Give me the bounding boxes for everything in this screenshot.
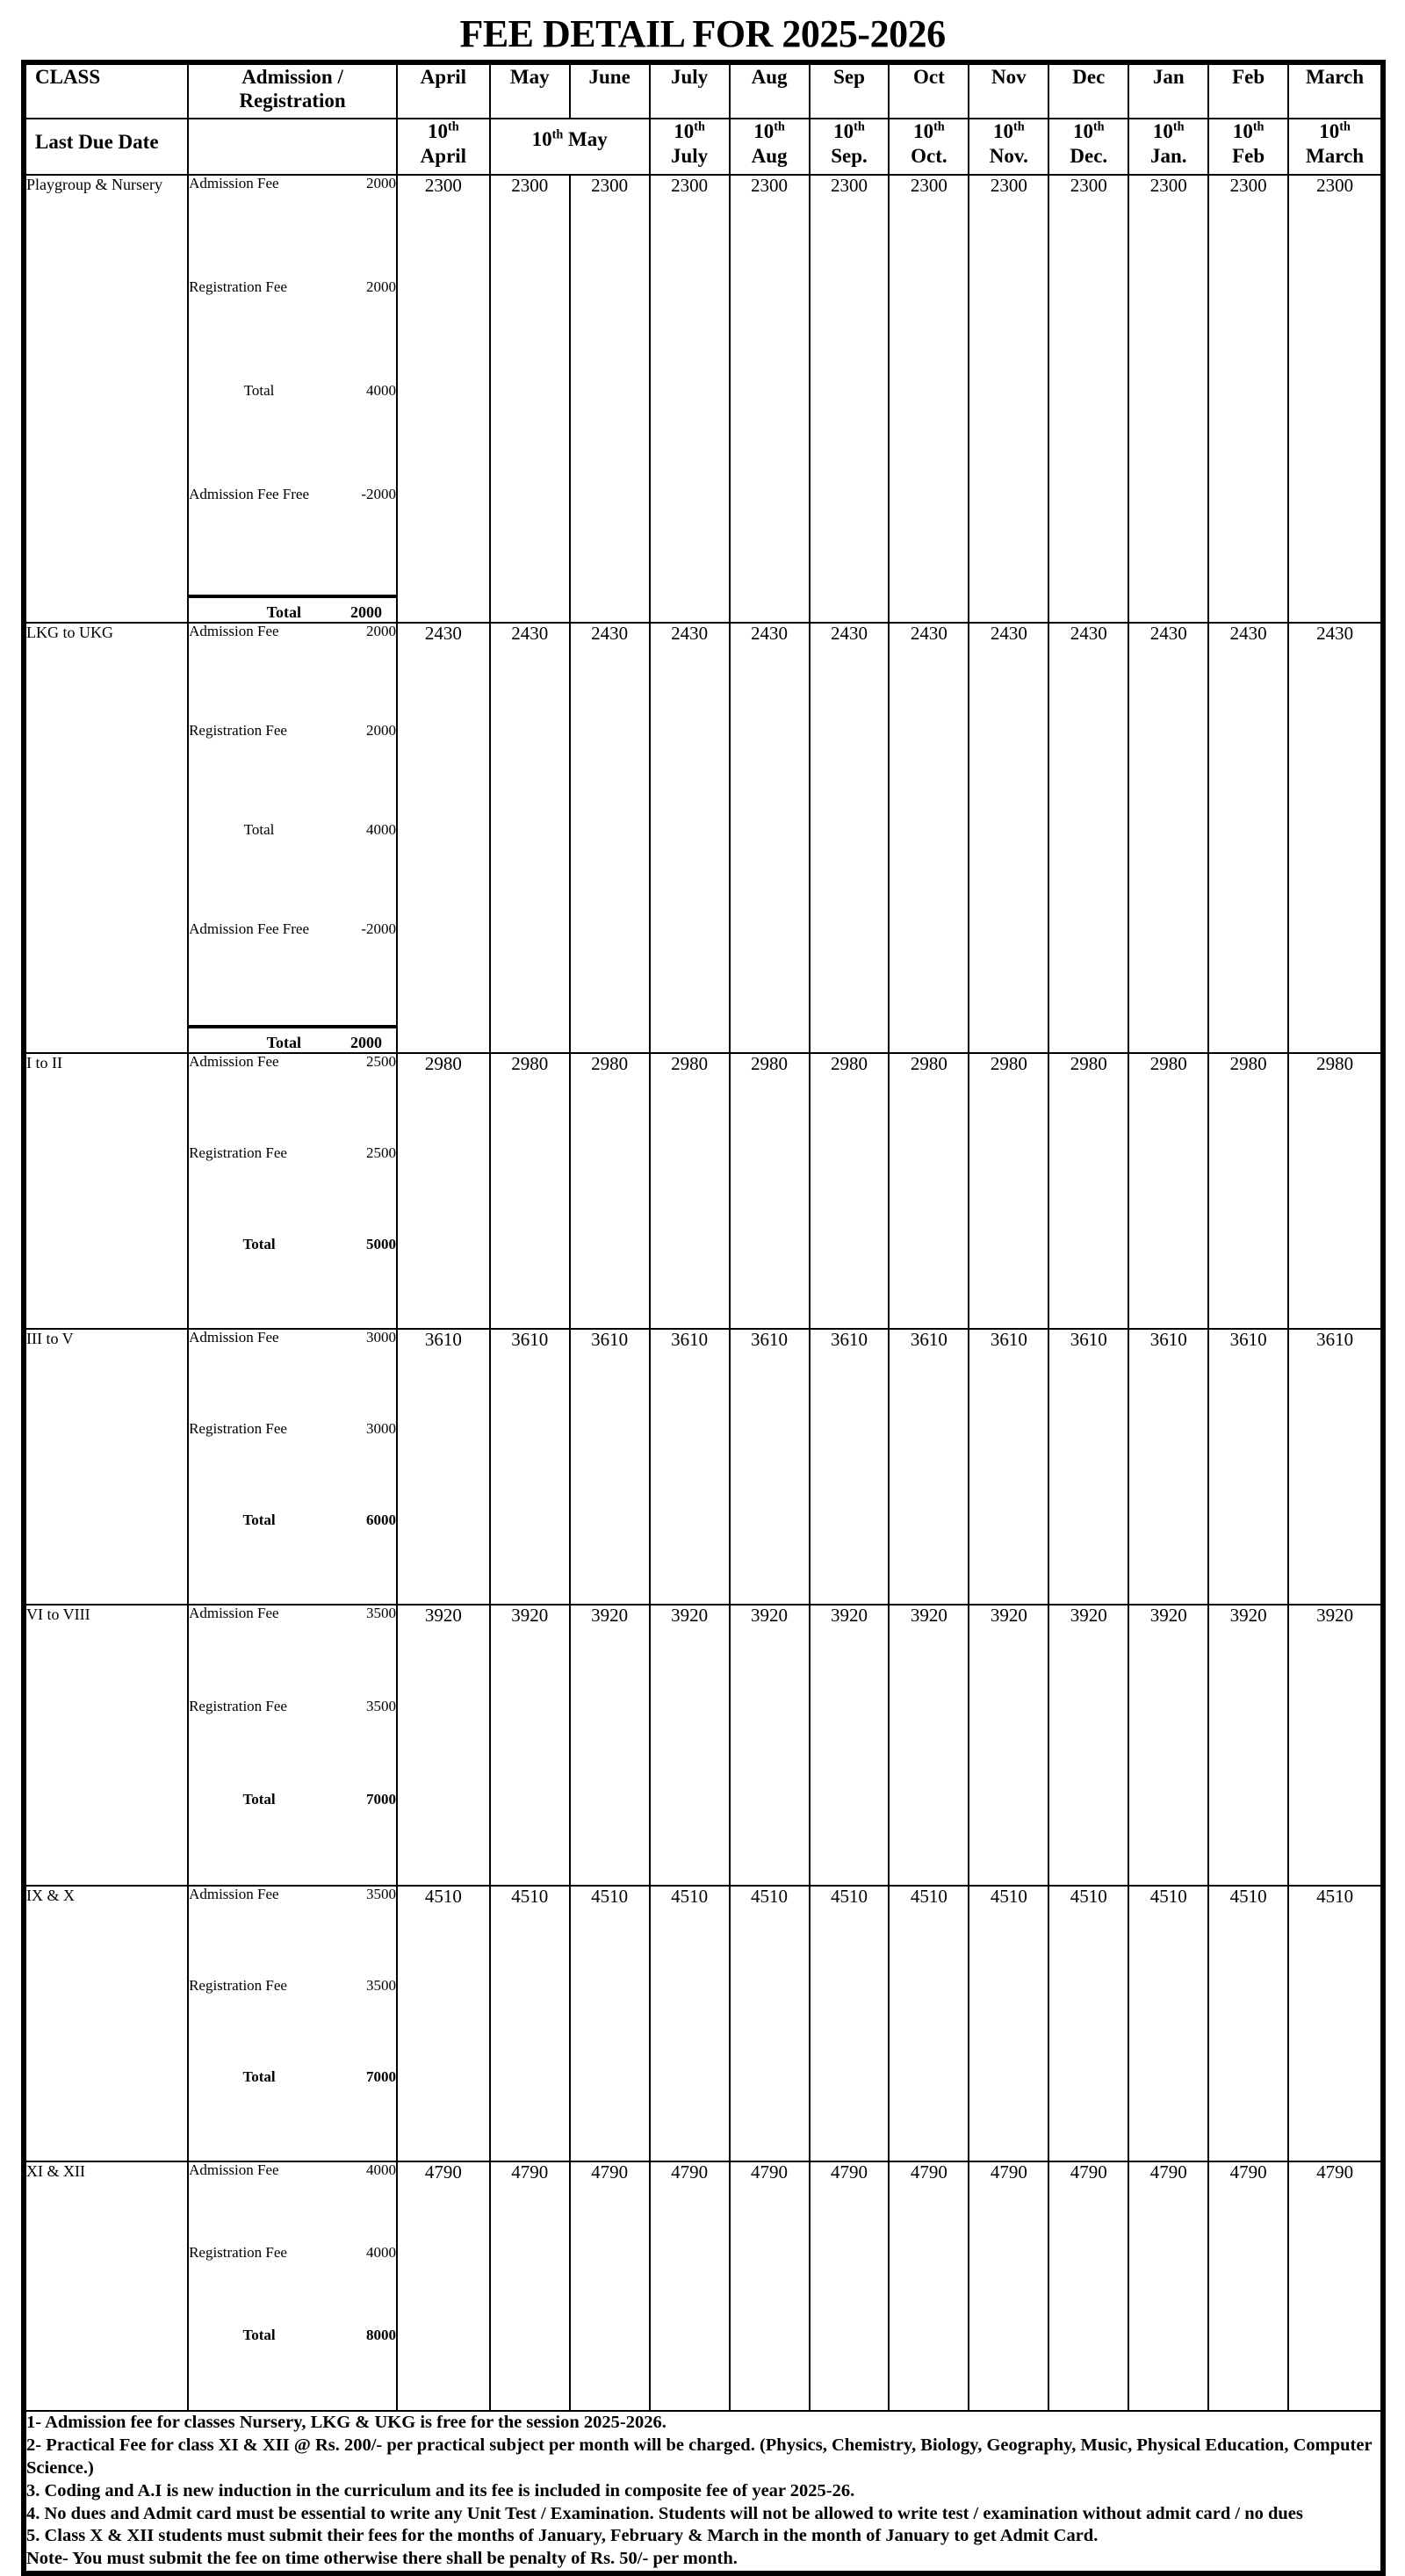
fee-amount: 4000 [329,383,396,487]
monthly-fee-aug: 2430 [730,623,810,1053]
fee-breakdown-line [189,2245,396,2327]
fee-label: Admission Fee [189,1605,329,1699]
monthly-fee-nov: 4510 [969,1886,1048,2161]
fee-breakdown-line [189,2069,396,2161]
monthly-fee-july: 2430 [650,623,730,1053]
monthly-fee-oct: 3610 [889,1329,969,1605]
monthly-fee-oct: 2980 [889,1053,969,1329]
monthly-fee-feb: 2980 [1208,1053,1288,1329]
class-name: I to II [25,1053,188,1329]
monthly-fee-feb: 3920 [1208,1605,1288,1886]
note-item: 2- Practical Fee for class XI & XII @ Rs. 200/- per practical subject per month will be charged. (Physics, Chemistry, Biology, Geography, Music, Physical Education, Computer Science.) [26,2435,1373,2478]
monthly-fee-march: 2980 [1288,1053,1381,1329]
fee-label: Admission Fee [189,176,329,279]
monthly-fee-jan: 3920 [1128,1605,1208,1886]
fee-label: Registration Fee [189,1978,329,2069]
fee-breakdown-line [189,822,396,921]
header-class: CLASS [25,64,188,119]
admission-registration-breakdown [188,1605,397,1886]
monthly-fee-april: 2300 [397,175,490,623]
table-header-row [25,64,1381,119]
monthly-fee-may: 2980 [490,1053,570,1329]
fee-amount: 2000 [329,176,396,279]
header-month-march: March [1288,64,1381,119]
table-row [25,623,1381,1053]
monthly-fee-march: 3610 [1288,1329,1381,1605]
header-month-dec: Dec [1048,64,1128,119]
monthly-fee-may: 2300 [490,175,570,623]
fee-breakdown-line [189,2327,396,2410]
fee-breakdown-line [189,1054,396,1145]
monthly-fee-dec: 2430 [1048,623,1128,1053]
table-row [25,1053,1381,1329]
fee-amount: 7000 [329,1792,396,1885]
fee-label: Total [189,1792,329,1885]
note-item: 4. No dues and Admit card must be essential to write any Unit Test / Examination. Students will not be allowed to write test / examination without admit card / no dues [26,2503,1303,2523]
monthly-fee-june: 2980 [570,1053,650,1329]
note-item: Note- You must submit the fee on time otherwise there shall be penalty of Rs. 50/- per month. [26,2549,738,2569]
monthly-fee-july: 2300 [650,175,730,623]
due-date-oct: 10th Oct. [889,119,969,175]
fee-breakdown-line [189,1699,396,1792]
fee-breakdown-list [189,1887,396,2161]
monthly-fee-jan: 2430 [1128,623,1208,1053]
monthly-fee-april: 2430 [397,623,490,1053]
header-month-aug: Aug [730,64,810,119]
fee-label: Admission Fee [189,1887,329,1978]
fee-breakdown-line [189,383,396,487]
fee-amount: -2000 [329,921,396,1021]
monthly-fee-dec: 4790 [1048,2161,1128,2411]
fee-amount: 5000 [329,1237,396,1328]
fee-amount: 4000 [329,822,396,921]
table-row [25,175,1381,623]
monthly-fee-dec: 4510 [1048,1886,1128,2161]
monthly-fee-nov: 3610 [969,1329,1048,1605]
monthly-fee-aug: 4790 [730,2161,810,2411]
class-name: Playgroup & Nursery [25,175,188,623]
fee-amount: 4000 [329,2162,396,2245]
fee-label: Total [189,822,329,921]
fee-amount: 4000 [329,2245,396,2327]
fee-breakdown-line [189,1605,396,1699]
monthly-fee-jan: 2300 [1128,175,1208,623]
fee-label: Registration Fee [189,279,329,383]
fee-amount: 2000 [329,279,396,383]
header-month-april: April [397,64,490,119]
monthly-fee-sep: 3610 [810,1329,890,1605]
fee-final-total-amount: 2000 [350,603,383,622]
fee-breakdown-list [189,624,396,1021]
monthly-fee-march: 2430 [1288,623,1381,1053]
due-date-april: 10th April [397,119,490,175]
fee-amount: 3500 [329,1978,396,2069]
monthly-fee-feb: 2430 [1208,623,1288,1053]
fee-amount: 2500 [329,1145,396,1237]
fee-label: Registration Fee [189,723,329,822]
fee-label: Total [189,383,329,487]
due-date-may: 10th May [490,119,650,175]
monthly-fee-oct: 3920 [889,1605,969,1886]
fee-amount: 3000 [329,1330,396,1421]
header-admission-line2: Registration [239,90,346,112]
fee-amount: 3000 [329,1421,396,1512]
monthly-fee-dec: 3610 [1048,1329,1128,1605]
fee-amount: 6000 [329,1512,396,1604]
header-month-may: May [490,64,570,119]
header-month-july: July [650,64,730,119]
fee-breakdown-line [189,723,396,822]
monthly-fee-sep: 4510 [810,1886,890,2161]
monthly-fee-sep: 4790 [810,2161,890,2411]
header-month-june: June [570,64,650,119]
monthly-fee-may: 3610 [490,1329,570,1605]
page-title: FEE DETAIL FOR 2025-2026 [459,12,946,55]
class-name: IX & X [25,1886,188,2161]
admission-registration-breakdown [188,623,397,1053]
fee-table-container [21,60,1386,2576]
fee-breakdown-list [189,1054,396,1328]
fee-label: Total [189,1237,329,1328]
monthly-fee-dec: 2300 [1048,175,1128,623]
note-item: 3. Coding and A.I is new induction in the curriculum and its fee is included in composite fee of year 2025-26. [26,2480,855,2500]
header-admission-line1: Admission / [241,66,343,89]
fee-breakdown-list [189,1605,396,1885]
monthly-fee-june: 2430 [570,623,650,1053]
fee-final-total-amount: 2000 [350,1034,383,1052]
monthly-fee-july: 4510 [650,1886,730,2161]
fee-label: Total [189,1512,329,1604]
monthly-fee-april: 4790 [397,2161,490,2411]
admission-registration-breakdown [188,1053,397,1329]
monthly-fee-may: 2430 [490,623,570,1053]
fee-label: Registration Fee [189,1421,329,1512]
notes-row [25,2411,1381,2572]
header-month-jan: Jan [1128,64,1208,119]
last-due-date-admission-blank [188,119,397,175]
fee-amount: 2500 [329,1054,396,1145]
fee-label: Registration Fee [189,1699,329,1792]
monthly-fee-feb: 3610 [1208,1329,1288,1605]
monthly-fee-april: 2980 [397,1053,490,1329]
table-row [25,1886,1381,2161]
monthly-fee-dec: 3920 [1048,1605,1128,1886]
monthly-fee-april: 4510 [397,1886,490,2161]
monthly-fee-aug: 2300 [730,175,810,623]
due-date-aug: 10th Aug [730,119,810,175]
admission-registration-breakdown [188,2161,397,2411]
monthly-fee-sep: 2300 [810,175,890,623]
class-name: XI & XII [25,2161,188,2411]
monthly-fee-aug: 4510 [730,1886,810,2161]
monthly-fee-jan: 2980 [1128,1053,1208,1329]
header-month-feb: Feb [1208,64,1288,119]
due-date-sep: 10th Sep. [810,119,890,175]
fee-final-total-label: Total [266,603,302,622]
fee-breakdown-list [189,176,396,590]
fee-label: Admission Fee [189,2162,329,2245]
monthly-fee-oct: 4510 [889,1886,969,2161]
fee-label: Total [189,2327,329,2410]
class-name: VI to VIII [25,1605,188,1886]
fee-amount: 7000 [329,2069,396,2161]
monthly-fee-sep: 2980 [810,1053,890,1329]
fee-breakdown-line [189,2162,396,2245]
fee-label: Admission Fee [189,1054,329,1145]
monthly-fee-feb: 2300 [1208,175,1288,623]
fee-amount: 2000 [329,723,396,822]
last-due-date-label: Last Due Date [25,119,188,175]
fee-subtotal-divider [189,1025,396,1028]
due-date-nov: 10th Nov. [969,119,1048,175]
monthly-fee-june: 4510 [570,1886,650,2161]
monthly-fee-july: 4790 [650,2161,730,2411]
monthly-fee-aug: 3610 [730,1329,810,1605]
monthly-fee-nov: 4790 [969,2161,1048,2411]
due-date-july: 10th July [650,119,730,175]
due-date-dec: 10th Dec. [1048,119,1128,175]
monthly-fee-nov: 2300 [969,175,1048,623]
admission-registration-breakdown [188,1886,397,2161]
fee-breakdown-line [189,1792,396,1885]
monthly-fee-oct: 2430 [889,623,969,1053]
fee-breakdown-list [189,1330,396,1604]
monthly-fee-march: 4790 [1288,2161,1381,2411]
fee-breakdown-line [189,1237,396,1328]
fee-label: Total [189,2069,329,2161]
monthly-fee-aug: 3920 [730,1605,810,1886]
fee-breakdown-line [189,921,396,1021]
monthly-fee-july: 3610 [650,1329,730,1605]
fee-final-total-label: Total [266,1034,302,1052]
monthly-fee-june: 2300 [570,175,650,623]
monthly-fee-jan: 3610 [1128,1329,1208,1605]
fee-breakdown-line [189,1512,396,1604]
fee-subtotal-divider [189,595,396,598]
monthly-fee-feb: 4510 [1208,1886,1288,2161]
monthly-fee-march: 2300 [1288,175,1381,623]
monthly-fee-may: 4790 [490,2161,570,2411]
fee-breakdown-list [189,2162,396,2410]
fee-table [25,63,1382,2572]
class-name: LKG to UKG [25,623,188,1053]
admission-registration-breakdown [188,1329,397,1605]
note-item: 1- Admission fee for classes Nursery, LKG & UKG is free for the session 2025-2026. [26,2413,666,2433]
monthly-fee-march: 3920 [1288,1605,1381,1886]
fee-breakdown-line [189,624,396,723]
monthly-fee-sep: 3920 [810,1605,890,1886]
fee-label: Admission Fee [189,624,329,723]
fee-breakdown-line [189,1978,396,2069]
monthly-fee-oct: 2300 [889,175,969,623]
monthly-fee-jan: 4510 [1128,1886,1208,2161]
monthly-fee-july: 2980 [650,1053,730,1329]
fee-breakdown-line [189,279,396,383]
table-row [25,1329,1381,1605]
fee-label: Registration Fee [189,1145,329,1237]
fee-label: Admission Fee Free [189,487,329,590]
monthly-fee-sep: 2430 [810,623,890,1053]
note-item: 5. Class X & XII students must submit their fees for the months of January, February & March in the month of January to get Admit Card. [26,2526,1099,2546]
due-date-jan: 10th Jan. [1128,119,1208,175]
fee-label: Admission Fee Free [189,921,329,1021]
fee-label: Admission Fee [189,1330,329,1421]
monthly-fee-june: 4790 [570,2161,650,2411]
fee-amount: -2000 [329,487,396,590]
monthly-fee-nov: 2980 [969,1053,1048,1329]
fee-breakdown-line [189,1330,396,1421]
due-date-feb: 10th Feb [1208,119,1288,175]
fee-amount: 8000 [329,2327,396,2410]
monthly-fee-dec: 2980 [1048,1053,1128,1329]
fee-breakdown-line [189,1421,396,1512]
fee-final-total [189,1034,396,1052]
monthly-fee-march: 4510 [1288,1886,1381,2161]
fee-amount: 2000 [329,624,396,723]
header-month-nov: Nov [969,64,1048,119]
admission-registration-breakdown [188,175,397,623]
fee-final-total [189,603,396,622]
due-date-march: 10th March [1288,119,1381,175]
monthly-fee-oct: 4790 [889,2161,969,2411]
fee-label: Registration Fee [189,2245,329,2327]
monthly-fee-nov: 2430 [969,623,1048,1053]
monthly-fee-july: 3920 [650,1605,730,1886]
header-admission-registration [188,64,397,119]
monthly-fee-aug: 2980 [730,1053,810,1329]
monthly-fee-june: 3610 [570,1329,650,1605]
fee-amount: 3500 [329,1887,396,1978]
monthly-fee-may: 3920 [490,1605,570,1886]
class-name: III to V [25,1329,188,1605]
monthly-fee-nov: 3920 [969,1605,1048,1886]
monthly-fee-jan: 4790 [1128,2161,1208,2411]
notes-section [25,2411,1381,2572]
table-row [25,1605,1381,1886]
header-month-sep: Sep [810,64,890,119]
fee-amount: 3500 [329,1699,396,1792]
monthly-fee-june: 3920 [570,1605,650,1886]
monthly-fee-april: 3920 [397,1605,490,1886]
last-due-date-row [25,119,1381,175]
monthly-fee-april: 3610 [397,1329,490,1605]
header-month-oct: Oct [889,64,969,119]
fee-breakdown-line [189,1145,396,1237]
fee-breakdown-line [189,1887,396,1978]
table-row [25,2161,1381,2411]
monthly-fee-feb: 4790 [1208,2161,1288,2411]
fee-breakdown-line [189,176,396,279]
fee-amount: 3500 [329,1605,396,1699]
fee-breakdown-line [189,487,396,590]
monthly-fee-may: 4510 [490,1886,570,2161]
